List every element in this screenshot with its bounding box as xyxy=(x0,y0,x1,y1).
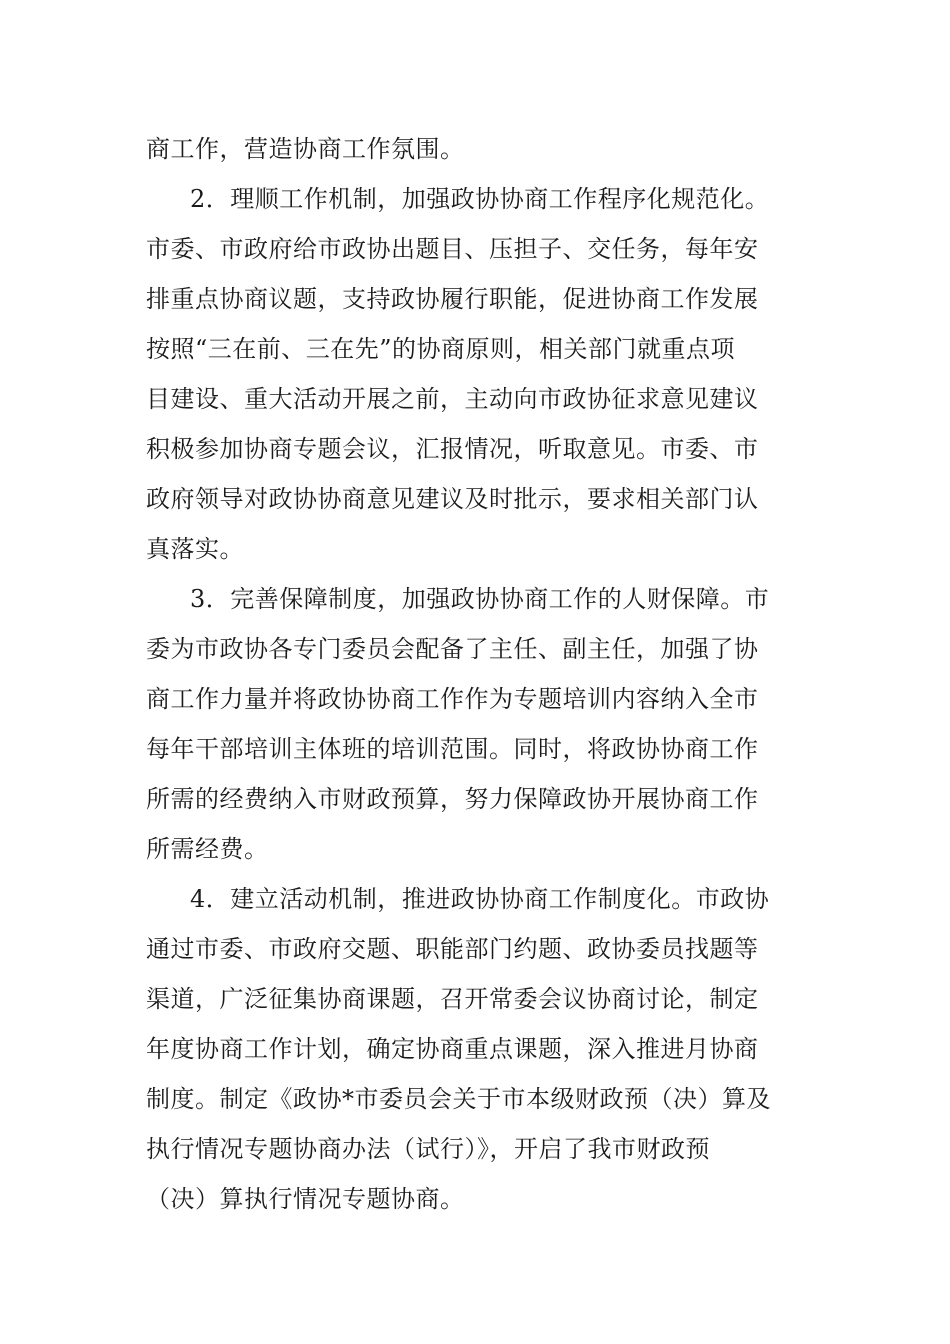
text-line: 所需经费。 xyxy=(146,835,269,863)
text-line: 市委、市政府给市政协出题目、压担子、交任务，每年安 xyxy=(146,235,759,263)
text-line: 积极参加协商专题会议，汇报情况，听取意见。市委、市 xyxy=(146,435,759,463)
text-line: 每年干部培训主体班的培训范围。同时，将政协协商工作 xyxy=(146,735,759,763)
paragraph-2 xyxy=(146,174,808,574)
paragraph-4 xyxy=(146,874,808,1224)
text-line: 排重点协商议题，支持政协履行职能，促进协商工作发展 xyxy=(146,285,759,313)
text-line: 所需的经费纳入市财政预算，努力保障政协开展协商工作 xyxy=(146,785,759,813)
text-line: 年度协商工作计划，确定协商重点课题，深入推进月协商 xyxy=(146,1035,759,1063)
paragraph-continuation xyxy=(146,124,808,174)
text-line: 按照“三在前、三在先”的协商原则，相关部门就重点项 xyxy=(146,335,736,363)
text-line: 真落实。 xyxy=(146,535,244,563)
paragraph-heading-line: 4．建立活动机制，推进政协协商工作制度化。市政协 xyxy=(190,885,770,913)
text-line: 制度。制定《政协*市委员会关于市本级财政预（决）算及 xyxy=(146,1085,771,1113)
text-line: 政府领导对政协协商意见建议及时批示，要求相关部门认 xyxy=(146,485,759,513)
text-line: 委为市政协各专门委员会配备了主任、副主任，加强了协 xyxy=(146,635,759,663)
text-line: （决）算执行情况专题协商。 xyxy=(146,1185,465,1213)
text-line: 商工作力量并将政协协商工作作为专题培训内容纳入全市 xyxy=(146,685,759,713)
paragraph-heading-line: 2．理顺工作机制，加强政协协商工作程序化规范化。 xyxy=(190,185,770,213)
paragraph-heading-line: 3．完善保障制度，加强政协协商工作的人财保障。市 xyxy=(190,585,770,613)
text-line: 执行情况专题协商办法（试行）》，开启了我市财政预 xyxy=(146,1135,710,1163)
document-body xyxy=(146,124,808,1224)
text-line: 商工作，营造协商工作氛围。 xyxy=(146,135,465,163)
text-line: 渠道，广泛征集协商课题，召开常委会议协商讨论，制定 xyxy=(146,985,759,1013)
paragraph-3 xyxy=(146,574,808,874)
text-line: 通过市委、市政府交题、职能部门约题、政协委员找题等 xyxy=(146,935,759,963)
text-line: 目建设、重大活动开展之前，主动向市政协征求意见建议 xyxy=(146,385,759,413)
